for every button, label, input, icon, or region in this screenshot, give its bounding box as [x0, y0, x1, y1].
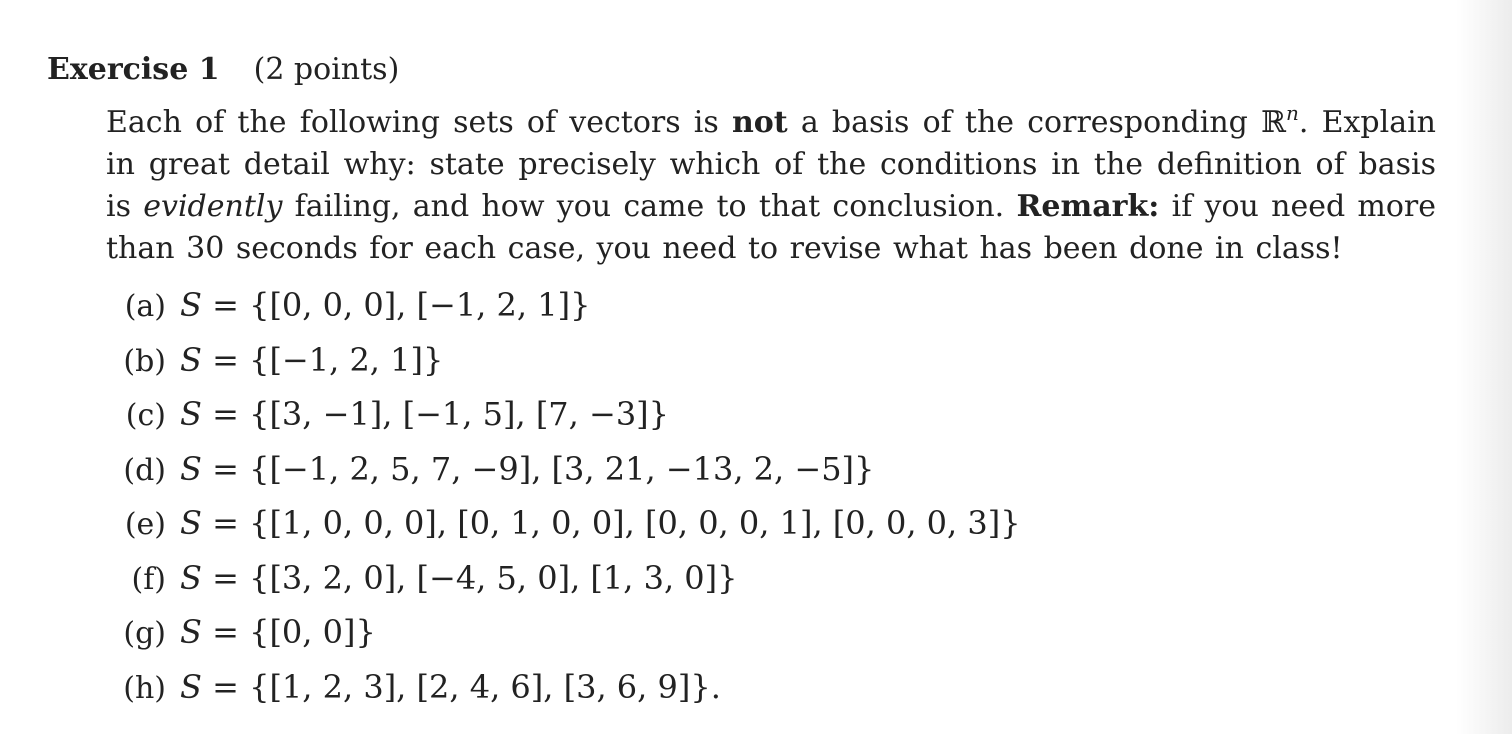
- vector-set: {[0, 0]}: [249, 613, 376, 651]
- remark-label: Remark:: [1016, 189, 1160, 224]
- set-variable: S: [180, 613, 202, 651]
- item-label: (e): [124, 507, 166, 542]
- vector-set: {[3, 2, 0], [−4, 5, 0], [1, 3, 0]}: [249, 558, 738, 597]
- equals-sign: =: [201, 395, 250, 433]
- item-label: (g): [123, 616, 166, 651]
- set-variable: S: [180, 449, 202, 488]
- vector-set: {[3, −1], [−1, 5], [7, −3]}: [249, 395, 670, 433]
- item-label: (h): [123, 670, 166, 706]
- equals-sign: =: [201, 286, 250, 324]
- set-variable: S: [180, 667, 202, 706]
- equals-sign: =: [201, 340, 250, 379]
- instructions-text-1: Each of the following sets of vectors is: [106, 105, 732, 140]
- instructions-text-4: failing, and how you came to that conclusion.: [282, 189, 1017, 224]
- equals-sign: =: [201, 449, 250, 488]
- real-numbers-symbol: ℝ: [1261, 105, 1286, 140]
- vector-set: {[−1, 2, 1]}: [249, 340, 444, 379]
- equals-sign: =: [201, 667, 250, 706]
- exercise-title: Exercise 1: [47, 52, 220, 87]
- exercise-points: (2 points): [253, 52, 400, 87]
- list-item: [100, 500, 1021, 555]
- instructions-text-3: . Explain in great detail why: state precisely which of the conditions in the definition of basis is: [106, 105, 1436, 224]
- set-variable: S: [180, 286, 202, 324]
- equals-sign: =: [201, 613, 250, 651]
- list-item: [100, 446, 1021, 501]
- item-label: (b): [123, 343, 166, 379]
- instructions-text-5: if you need more than 30 seconds for each case, you need to revise what has been done in class!: [106, 189, 1437, 266]
- vector-set: {[1, 0, 0, 0], [0, 1, 0, 0], [0, 0, 0, 1], [0, 0, 0, 3]}: [249, 504, 1021, 542]
- exercise-heading: [47, 50, 399, 90]
- list-item: [100, 282, 1021, 337]
- equals-sign: =: [201, 558, 250, 597]
- instructions-text-2: a basis of the corresponding: [787, 105, 1262, 140]
- set-variable: S: [180, 340, 202, 379]
- item-label: (c): [125, 398, 166, 433]
- list-item: [100, 664, 1021, 719]
- set-variable: S: [180, 395, 202, 433]
- instructions-bold-not: not: [731, 105, 788, 140]
- vector-set-list: [100, 282, 1021, 718]
- equals-sign: =: [201, 504, 250, 542]
- item-label: (d): [123, 452, 166, 488]
- list-item: [100, 337, 1021, 392]
- vector-set: {[−1, 2, 5, 7, −9], [3, 21, −13, 2, −5]}: [249, 449, 875, 488]
- instructions-italic-evidently: evidently: [143, 189, 283, 224]
- dimension-exponent: n: [1285, 101, 1299, 125]
- exercise-instructions: [106, 92, 1436, 270]
- item-label: (a): [124, 289, 166, 324]
- list-item: [100, 391, 1021, 446]
- set-variable: S: [180, 504, 202, 542]
- list-item: [100, 555, 1021, 610]
- vector-set: {[0, 0, 0], [−1, 2, 1]}: [249, 286, 591, 324]
- item-label: (f): [131, 561, 166, 597]
- vector-set: {[1, 2, 3], [2, 4, 6], [3, 6, 9]}.: [249, 667, 721, 706]
- page-edge-shadow: [1456, 0, 1512, 734]
- set-variable: S: [180, 558, 202, 597]
- list-item: [100, 609, 1021, 664]
